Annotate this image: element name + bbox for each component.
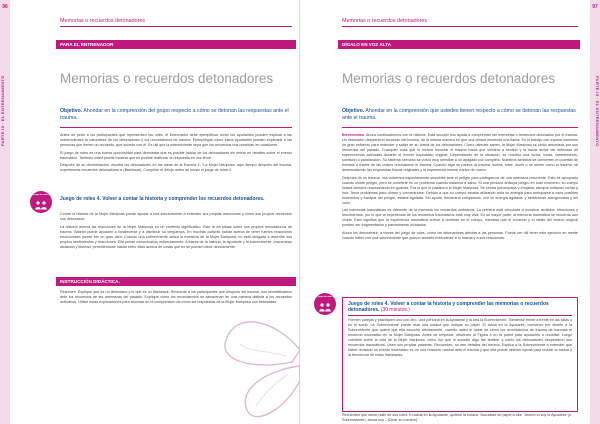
side-tab-right [590, 0, 600, 424]
paragraph-text: Ahora continuaremos con la historia. Esta sección nos ayuda a comprender las memorias o recuerdos detonados por el trauma. Un detonador despierta el recuerdo del trauma, de la misma manera en que una chispa enciende una llama. En el trabajo con trauma hacemos un gran esfuerzo para entender y saber de su forma de los detonadores. Como ustedes saben, la Mujer Mariposa se sintió abrumada por sus recuerdos del pasado. Cualquier cosa que le hiciera recordar el trauma hacía que volviera a sentirlo y la hacía revivir las defensas de supervivencia activadas durante el evento traumático original. Dependiendo de la situación, se reactivó una lucha, huida, sometimiento, sumisión o paralización. Su sistema nervioso se volvió muy sensible a un apagado por completo. Nuestros sentidos se convierten en puertas de entrada a través de las cuales recordamos el trauma. Cuando algo se parece al trauma, suena, sabe, huele o se siente como el trauma, se desencadenan las respuestas físicas originales y la experiencia misma vuelve de nuevo. [342, 133, 578, 172]
instruction-band: INSTRUCCIÓN DIDÁCTICA. [56, 277, 296, 286]
paragraph: Contar la historia de la Mujer Mariposa puede ayudar a una sobreviviente a entender sus propias reacciones y cómo sus propios recuerdos son detonados. [60, 212, 292, 221]
paragraph: Las memorias traumáticas es diferente de la memoria los recuerdos ordinarios. La primera está vinculada a nuestros sentidos, emociones y movimientos, por lo que la experiencia de los recuerdos traumáticos está muy viva. En su mayor parte, la memoria traumática se recuerda aún vívida. Esto significa que la experiencia traumática vuelve a revivirse en el cuerpo, mientras que el contexto y el relato del evento original pueden ser fragmentarios y parcialmente olvidados. [342, 208, 578, 227]
objective [342, 108, 578, 122]
people-icon [34, 200, 48, 210]
body-text [342, 133, 578, 243]
people-icon [318, 302, 332, 312]
paragraph: Ahora les demostraré, a través del juego de roles, cómo los detonadores afectan a las personas. Puede ser útil tener este ejercicio en mente cuando hable con una sobreviviente que quiera necesite entenderse a sí misma y a sus reacciones. [342, 230, 578, 240]
side-tab-label: PARTE III · EL ENTRENAMIENTO [595, 76, 600, 147]
role-play-badge [314, 293, 336, 315]
page-title: Memorias o recuerdos detonadores [60, 71, 274, 86]
paragraph [342, 133, 578, 173]
section-band: PARA EL ENTRENADOR [56, 40, 296, 49]
running-title: Memorias o recuerdos detonadores [60, 18, 146, 24]
right-page [300, 0, 600, 424]
divider [348, 315, 572, 316]
game-heading-text: Juego de roles 4. Volver a contar la historia y comprender las memorias o recuerdos detonadores. [348, 301, 549, 313]
game-heading: Juego de roles 4. Volver a contar la historia y comprender los recuerdos detonadores. [60, 196, 265, 202]
header-rule [342, 26, 578, 27]
intro-text [60, 133, 292, 176]
page-number: 96 [2, 4, 8, 10]
game-duration: (30 minutos.) [379, 307, 410, 313]
role-play-badge [30, 191, 52, 213]
paragraph: Formen parejas y practiquen uno con otro. Una persona en la Ayudante y la otra la Sobreviviente. Siéntense frente a frente en las sillas o en el suelo. La Sobreviviente puede usar una butaca que indique su papel. El actúa en la Ayudante, comience por decirle a la Sobreviviente que quiere que ella escuche atentamente, cuando usted le hable de cómo los recordatorios de trauma de traumas el recuerdo traumático en la Mujer Mariposa. Antes de empezar, observen la Figura 4 en la pared para ayudarles a recordar. Luego cuéntele sobre la vida de la Mujer Mariposa, cómo fue que le sucedió algo tan terrible, y cómo los detonadores despertaron sus recuerdos traumáticos. Usen sus propias palabras. Recuerden, no den detalles del trauma. Explica a la Sobreviviente a entender que haber revisado un evento traumático es un una reacción natural ante el trauma y que ella puede obtener ayuda para reducir la fuerza y la frecuencia de estos flashbacks. [348, 318, 572, 357]
badge-label: juego de roles [33, 193, 49, 196]
objective-text: Ahondar en la comprensión del grupo respecto a cómo se detonan las respuestas ante el trauma. [60, 108, 289, 121]
paragraph: Antes de pedir a los participantes que representen los roles, el Entrenador debe ejemplificar cómo los ayudantes pueden explicar a las sobrevivientes la naturaleza de los detonadores y los recordatorios de trauma. Ejemplifique cómo estos ayudantes pueden explicarle a las personas que tienen un recuerdo, qué sucede con él. Es útil que la sobreviviente sepa que los recuerdos nos reactivan en ocasiones. [60, 133, 292, 147]
header-rule [60, 26, 292, 27]
objective-text: Ahondar en la comprensión que ustedes tienen respecto a cómo se detonan las respuestas ante el trauma. [342, 108, 576, 121]
paragraph: La historia acerca las reacciones de la Mujer Mariposa en un contexto significativo. Esto le da pistas sobre sus propios recordatorios de trauma. Sabrán puede ayudarle a fortalecerse y a disminuir su vergüenza. En muchas culturas hablar acerca de tener fuertes reacciones emocionales puede ser un gran tabú. Cuando una sobreviviente utiliza la metáfora de la Mujer Mariposa, no está obligada a describir sus propios sentimientos y reacciones. Ella puede comunicarlos indirectamente. A través de la historia, la ayudante y la sobreviviente, encuentran distancia y libertad, permitiéndose hablar entre ellas acerca de cosas que no se pueden decir directamente. [60, 224, 292, 249]
paragraph: Resumen. Explique que es un detonador y lo que es un flashback. Recuerde a los participantes que después del trauma, nos sensibilizamos ante los recuerdos de las amenazas del pasado. Explique cómo los recordatorios se almacenan de una manera distinta a los recuerdos ordinarios. Utilice estas explicaciones para ahondar en la comprensión de cómo las respuestas de la Mujer Mariposa son detonadas. [60, 290, 292, 304]
paragraph: Después de su demostración, escriba los detonadores en las ideas de la Escena 4: "La Mujer Mariposa, aquí tiempo después del trauma, experimenta recuerdos detonadores a (flashback). Complete el dibujo antes de iniciar el juego de roles 4. [60, 163, 292, 172]
running-title: Memorias o recuerdos detonadores [342, 18, 428, 24]
side-tab-left [0, 0, 10, 424]
section-band: DÍGALO EN VOZ ALTA [338, 40, 580, 49]
butterfly-icon [196, 300, 300, 424]
game-heading [348, 301, 572, 313]
divider [60, 127, 292, 128]
game-text [348, 318, 572, 361]
paragraph: Después de un trauma, nos volvemos especialmente sensibles ante el peligro para protegernos de una amenaza recurrente. Esto es apropiado cuando existe peligro, pero se convierte en un problema cuando estamos a salvo. Si una persona anticipa peligro en todo momento, su cuerpo estará siempre reaccionando en guardia. Era lo que le pasaba a la Mujer Mariposa. Se sentía preocupada y enojada, siempre evitando luchar y huir. Tenía problemas para dormir y concentrarse. Debido a que su cuerpo estaba utilizando toda su energía para anticiparse a esos posibles momentos y escapar del peligro, estaba agotada. Sin ayuda, terminaría colapsando, con su energía agotada, y sintiéndose avergonzada y sin valor. [342, 175, 578, 205]
closing-text: Recuerden que deben salir de sus roles. El actúa en la Ayudante, quítese la butaca. Sacúdase su papel a ella: "Ahora no soy la Ayudante (o Sobreviviente), ahora soy... (Decir su nombre)". [342, 413, 571, 422]
paragraph: El juego de roles es una buena oportunidad para demostrar que es posible hablar de los detonadores sin entrar en detalles sobre el evento traumático. También usted puede mostrar que es posible reafirmar la respuesta en voz firme. [60, 150, 292, 160]
game-text [60, 212, 292, 252]
divider [342, 127, 578, 128]
paragraph-lead: Bienvenidos. [342, 133, 365, 137]
role-play-box [342, 297, 578, 412]
objective-label: Objetivo. [60, 108, 83, 114]
page-number: 97 [592, 4, 598, 10]
page-title: Memorias o recuerdos detonadores [342, 71, 556, 86]
side-tab-label: PARTE III · EL ENTRENAMIENTO [0, 75, 5, 146]
badge-label: juego de roles [317, 295, 333, 298]
objective-label: Objetivo. [342, 108, 365, 114]
objective [60, 108, 292, 122]
